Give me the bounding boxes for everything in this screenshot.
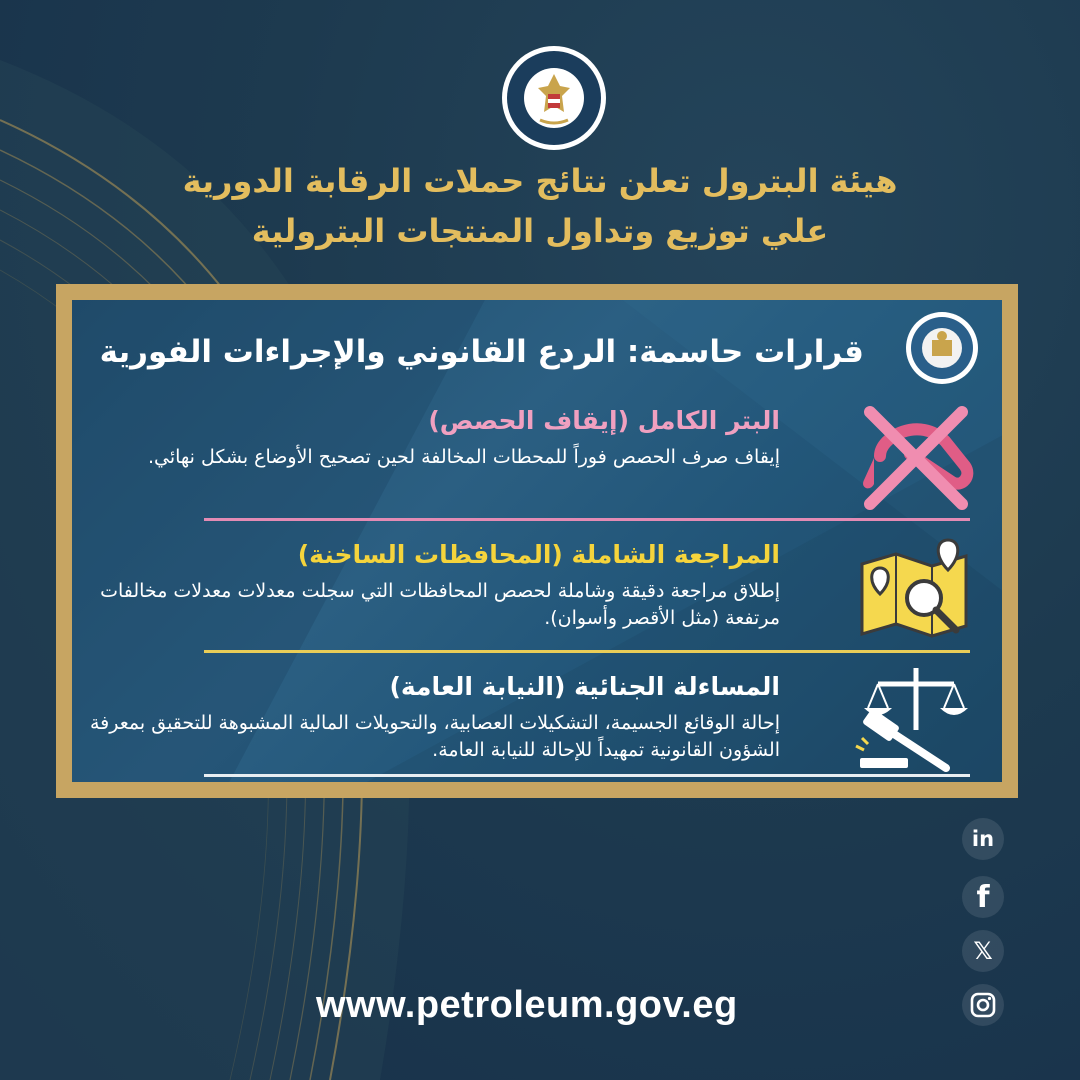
- justice-scales-gavel-icon: [854, 660, 978, 778]
- section-3-description: إحالة الوقائع الجسيمة، التشكيلات العصابية، والتحويلات المالية المشبوهة للتحقيق بمعرفة الشؤون القانونية تمهيداً للإحالة للنيابة العامة.: [90, 712, 780, 761]
- section-3-title: المساءلة الجنائية (النيابة العامة): [389, 672, 780, 701]
- section-1-divider: [204, 518, 970, 521]
- x-icon[interactable]: 𝕏: [962, 930, 1004, 972]
- panel-title: قرارات حاسمة: الردع القانوني والإجراءات الفورية: [99, 334, 864, 370]
- authority-seal: [904, 310, 980, 386]
- info-card-frame: [56, 284, 1018, 798]
- section-1-title: البتر الكامل (إيقاف الحصص): [428, 406, 780, 435]
- section-2-description: إطلاق مراجعة دقيقة وشاملة لحصص المحافظات التي سجلت معدلات معدلات مخالفات مرتفعة (مثل الأقصر وأسوان).: [100, 580, 780, 629]
- headline-line-2: علي توزيع وتداول المنتجات البترولية: [251, 212, 829, 250]
- section-2-divider: [204, 650, 970, 653]
- ministry-logo: [500, 44, 608, 152]
- map-magnifier-icon: [856, 534, 976, 644]
- linkedin-icon[interactable]: in: [962, 818, 1004, 860]
- facebook-icon[interactable]: f: [962, 876, 1004, 918]
- fuel-pump-crossed-icon: [850, 396, 980, 516]
- instagram-glyph: [970, 992, 996, 1018]
- website-url[interactable]: www.petroleum.gov.eg: [316, 984, 738, 1026]
- section-1-description: إيقاف صرف الحصص فوراً للمحطات المخالفة لحين تصحيح الأوضاع بشكل نهائي.: [147, 446, 780, 468]
- section-3-divider: [204, 774, 970, 777]
- instagram-icon[interactable]: [962, 984, 1004, 1026]
- info-panel: [72, 300, 1002, 782]
- headline-line-1: هيئة البترول تعلن نتائج حملات الرقابة الدورية: [182, 162, 898, 200]
- section-2-title: المراجعة الشاملة (المحافظات الساخنة): [297, 540, 780, 569]
